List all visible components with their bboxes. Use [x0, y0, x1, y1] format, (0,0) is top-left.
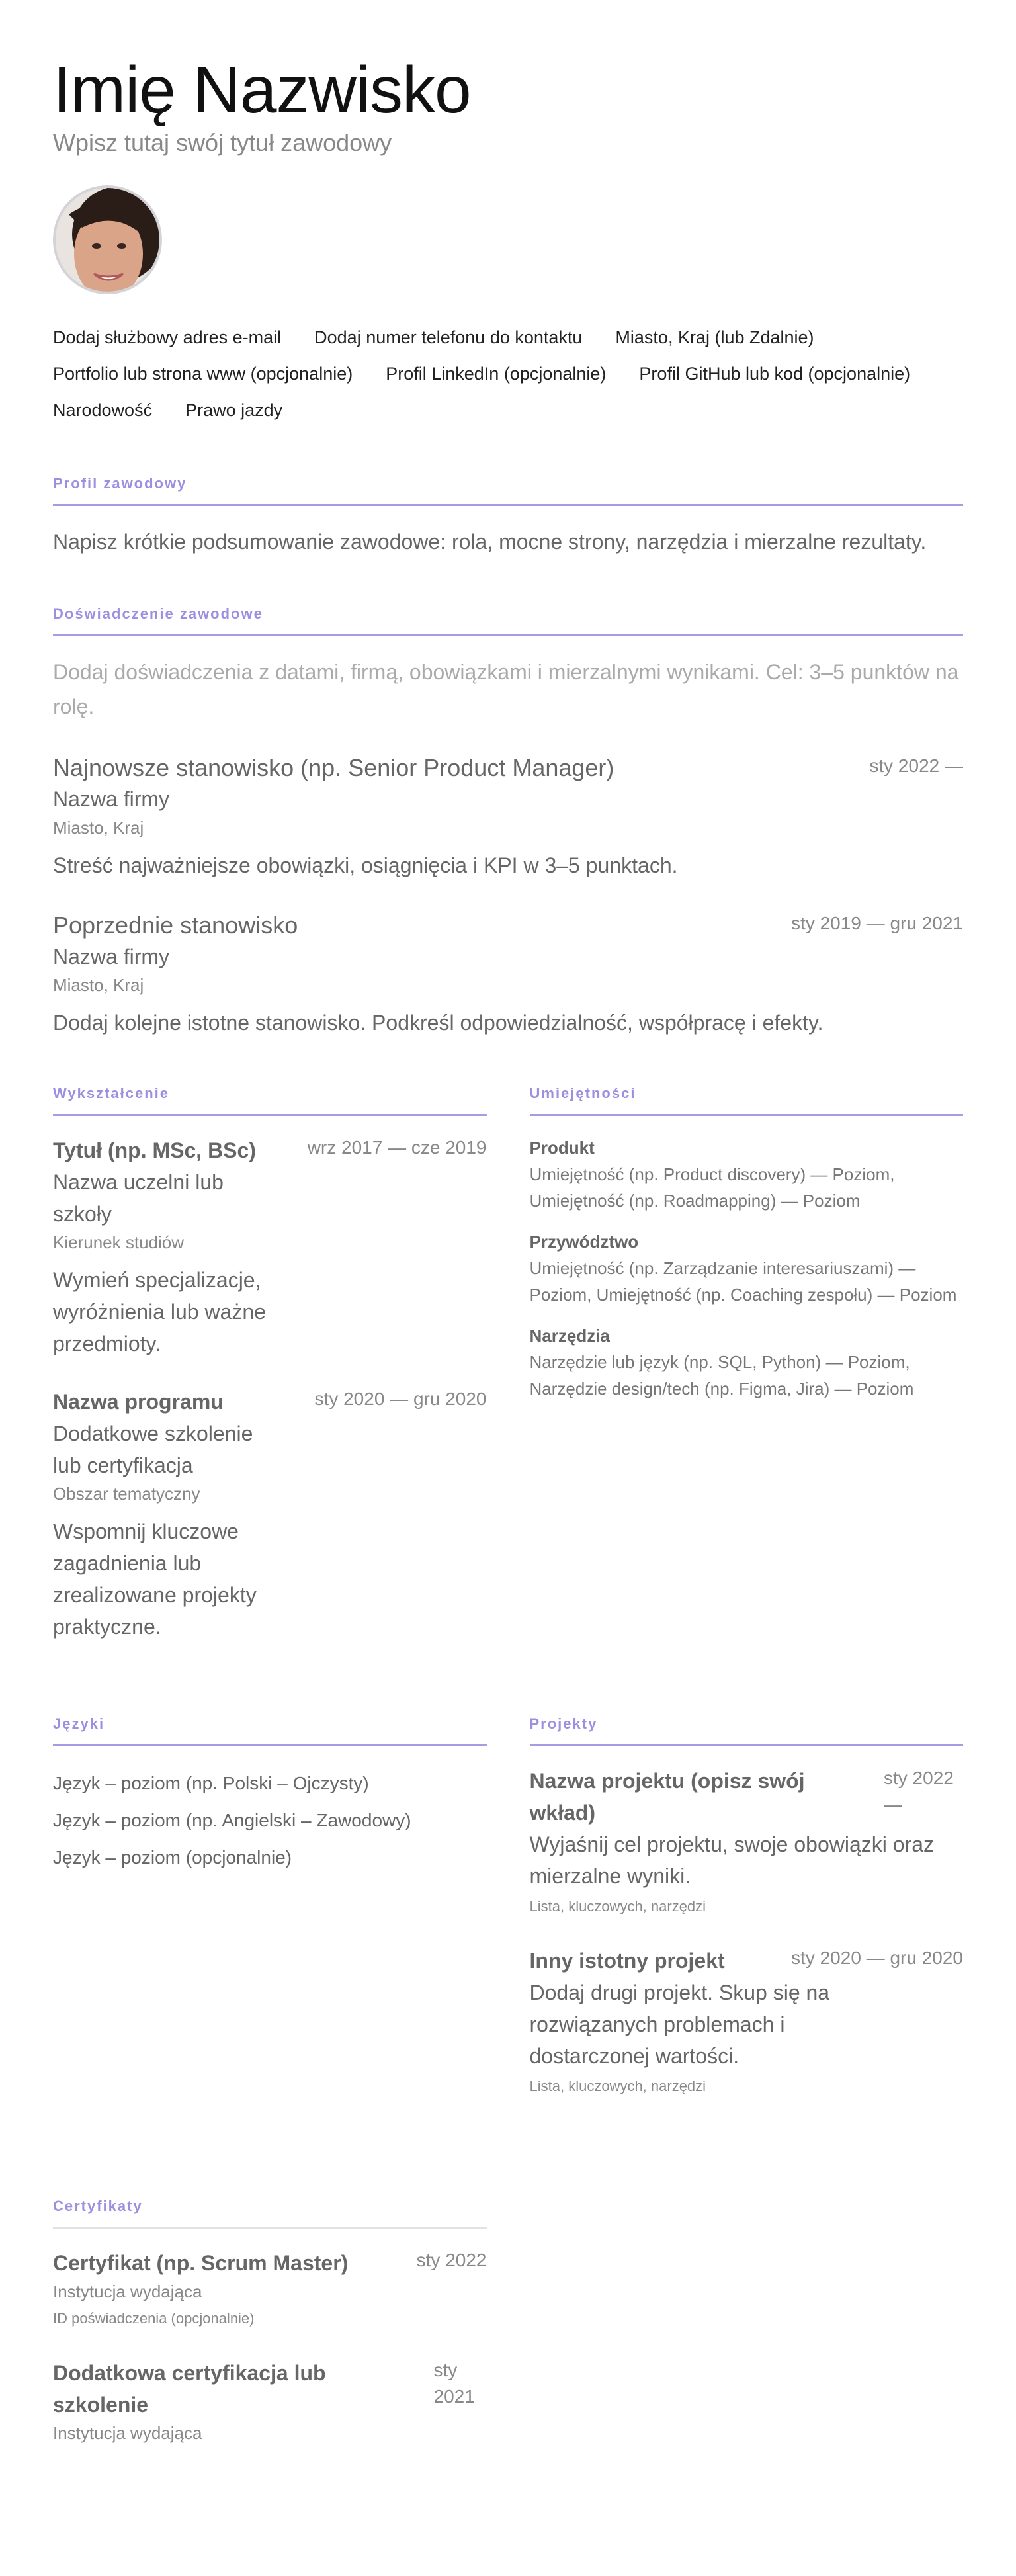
company-name: Nazwa firmy: [53, 787, 170, 811]
project-tags: Lista, kluczowych, narzędzi: [529, 2078, 706, 2094]
field-of-study: Obszar tematyczny: [53, 1484, 200, 1504]
project-description: Wyjaśnij cel projektu, swoje obowiązki oraz mierzalne wyniki.: [529, 1832, 935, 1888]
job-description: Streść najważniejsze obowiązki, osiągnięcia i KPI w 3–5 punktach.: [53, 853, 678, 877]
project-date: sty 2020 — gru 2020: [791, 1948, 963, 1968]
education-description: Wspomnij kluczowe zagadnienia lub zrealizowane projekty praktyczne.: [53, 1520, 257, 1639]
profile-photo-icon: [56, 188, 162, 294]
certificate-date: sty 2021: [433, 2360, 475, 2407]
education-date: wrz 2017 — cze 2019: [307, 1137, 487, 1158]
education-section: [53, 1085, 487, 1643]
job-location: Miasto, Kraj: [53, 818, 144, 837]
certificate-title: Certyfikat (np. Scrum Master): [53, 2251, 349, 2275]
job-date: sty 2019 — gru 2021: [791, 913, 963, 933]
education-entry: [53, 1386, 487, 1643]
project-description: Dodaj drugi projekt. Skup się na rozwiązanych problemach i dostarczonej wartości.: [529, 1981, 830, 2068]
contact-phone[interactable]: Dodaj numer telefonu do kontaktu: [314, 327, 583, 347]
job-entry: [53, 753, 963, 881]
certificate-date: sty 2022: [416, 2250, 487, 2270]
language-item: Język – poziom (np. Angielski – Zawodowy): [53, 1810, 411, 1830]
project-title: Inny istotny projekt: [529, 1949, 725, 1973]
project-title: Nazwa projektu (opisz swój wkład): [529, 1769, 805, 1825]
skill-items: Umiejętność (np. Product discovery) — Poziom, Umiejętność (np. Roadmapping) — Poziom: [529, 1164, 895, 1211]
school-name: Nazwa uczelni lub szkoły: [53, 1170, 224, 1226]
section-heading: Profil zawodowy: [53, 475, 963, 506]
degree-title: Tytuł (np. MSc, BSc): [53, 1138, 256, 1162]
field-of-study: Kierunek studiów: [53, 1232, 184, 1252]
experience-section: [53, 605, 963, 1039]
certificate-title: Dodatkowa certyfikacja lub szkolenie: [53, 2361, 326, 2417]
contact-linkedin[interactable]: Profil LinkedIn (opcjonalnie): [386, 364, 607, 384]
project-entry: [530, 1945, 964, 2098]
section-heading: Umiejętności: [530, 1085, 964, 1116]
section-heading: Certyfikaty: [53, 2198, 487, 2229]
language-item: Język – poziom (np. Polski – Ojczysty): [53, 1773, 369, 1793]
job-date: sty 2022 —: [869, 755, 963, 776]
contact-list: [53, 320, 963, 429]
contact-github[interactable]: Profil GitHub lub kod (opcjonalnie): [639, 364, 911, 384]
section-heading: Wykształcenie: [53, 1085, 487, 1116]
degree-title: Nazwa programu: [53, 1390, 224, 1414]
contact-portfolio[interactable]: Portfolio lub strona www (opcjonalnie): [53, 364, 353, 384]
skill-items: Umiejętność (np. Zarządzanie interesariuszami) — Poziom, Umiejętność (np. Coaching zespołu) — Poziom: [529, 1258, 957, 1305]
job-title: Wpisz tutaj swój tytuł zawodowy: [53, 129, 392, 156]
certificates-section: [53, 2198, 487, 2446]
contact-location: Miasto, Kraj (lub Zdalnie): [615, 327, 814, 347]
languages-section: [53, 1715, 487, 1876]
skill-category: Przywództwo: [529, 1232, 639, 1252]
job-title: Poprzednie stanowisko: [53, 912, 298, 939]
skill-items: Narzędzie lub język (np. SQL, Python) — Poziom, Narzędzie design/tech (np. Figma, Jira) — Poziom: [529, 1352, 914, 1398]
certificate-issuer: Instytucja wydająca: [53, 2282, 202, 2301]
language-item: Język – poziom (opcjonalnie): [53, 1847, 292, 1868]
skills-section: [530, 1085, 964, 1402]
education-description: Wymień specjalizacje, wyróżnienia lub ważne przedmioty.: [53, 1268, 266, 1355]
certificate-issuer: Instytucja wydająca: [53, 2423, 202, 2443]
section-heading: Języki: [53, 1715, 487, 1746]
certificate-entry: [53, 2357, 487, 2446]
contact-driving-license: Prawo jazdy: [185, 400, 283, 420]
section-heading: Projekty: [530, 1715, 964, 1746]
education-date: sty 2020 — gru 2020: [314, 1389, 487, 1409]
profile-summary: Napisz krótkie podsumowanie zawodowe: rola, mocne strony, narzędzia i mierzalne rezultaty.: [53, 530, 927, 554]
company-name: Nazwa firmy: [53, 945, 170, 968]
experience-intro: Dodaj doświadczenia z datami, firmą, obowiązkami i mierzalnymi wynikami. Cel: 3–5 punktów na rolę.: [53, 660, 959, 718]
projects-section: [530, 1715, 964, 2098]
certificate-entry: [53, 2247, 487, 2331]
credential-id: ID poświadczenia (opcjonalnie): [53, 2310, 255, 2327]
skill-category: Narzędzia: [529, 1326, 610, 1346]
project-entry: [530, 1765, 964, 1918]
job-location: Miasto, Kraj: [53, 975, 144, 995]
resume-header: [53, 52, 963, 429]
avatar-photo: [53, 185, 162, 294]
job-entry: [53, 910, 963, 1039]
job-title: Najnowsze stanowisko (np. Senior Product Manager): [53, 754, 614, 781]
section-heading: Doświadczenie zawodowe: [53, 605, 963, 636]
full-name: Imię Nazwisko: [53, 53, 471, 127]
project-tags: Lista, kluczowych, narzędzi: [529, 1898, 706, 1914]
education-entry: [53, 1135, 487, 1359]
profile-section: [53, 475, 963, 559]
job-description: Dodaj kolejne istotne stanowisko. Podkreśl odpowiedzialność, współpracę i efekty.: [53, 1011, 824, 1035]
contact-nationality: Narodowość: [53, 400, 153, 420]
contact-email[interactable]: Dodaj służbowy adres e-mail: [53, 327, 282, 347]
skill-category: Produkt: [529, 1138, 595, 1158]
project-date: sty 2022 —: [884, 1768, 954, 1815]
school-name: Dodatkowe szkolenie lub certyfikacja: [53, 1422, 253, 1477]
